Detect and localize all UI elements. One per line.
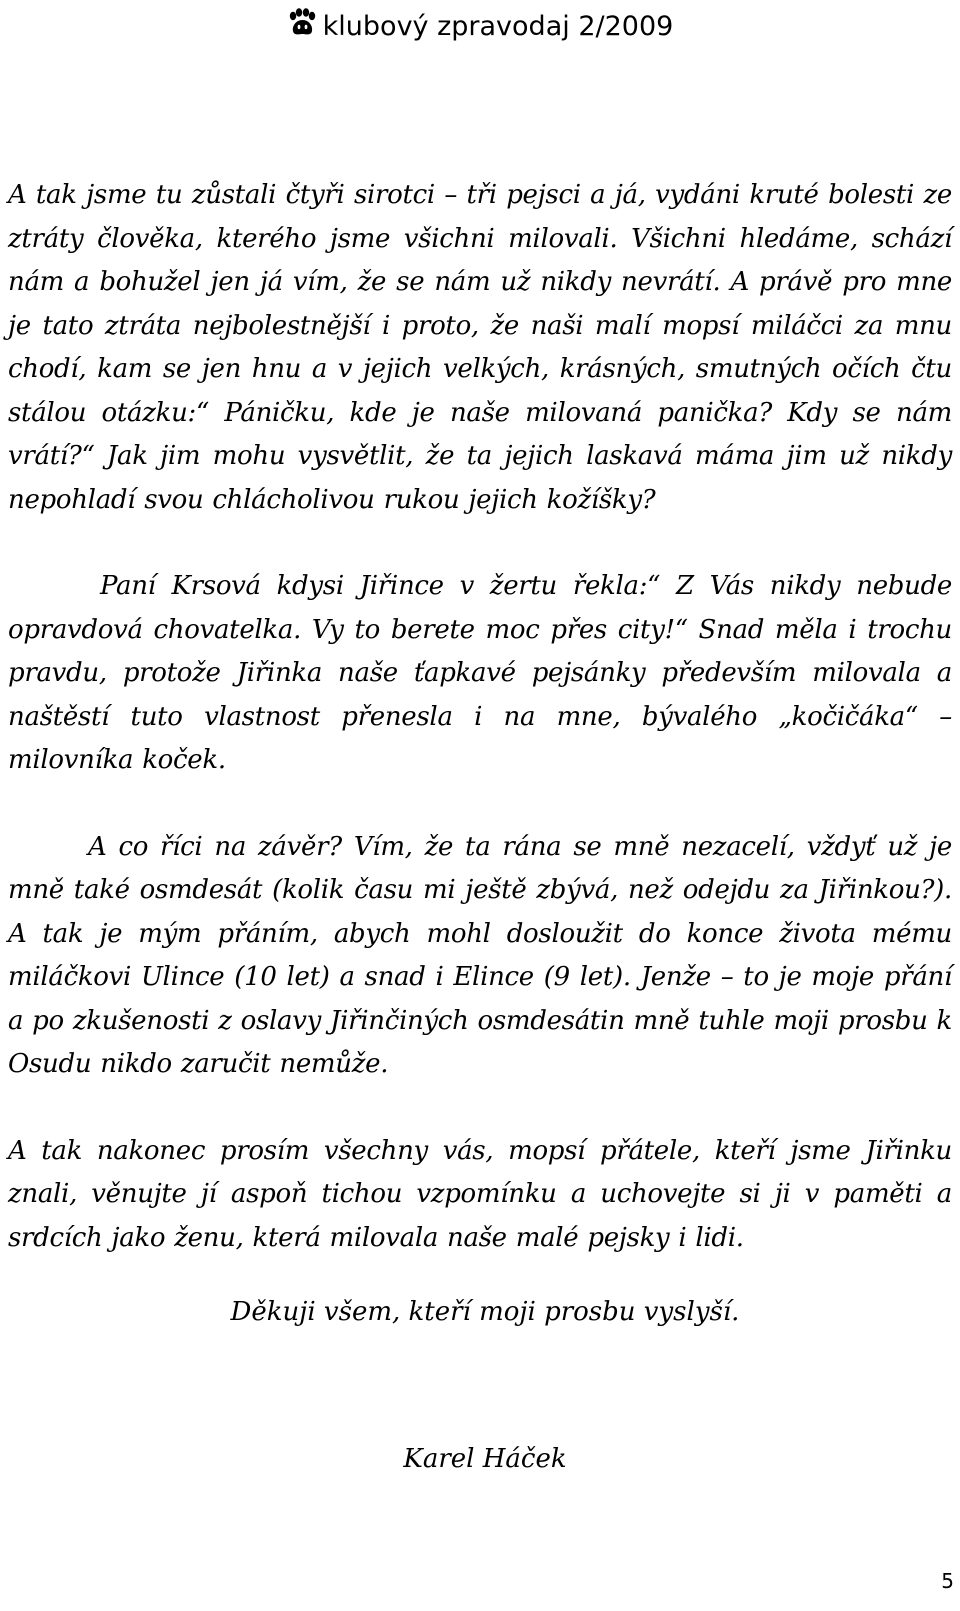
article-body xyxy=(8,174,952,1260)
paragraph-2: Paní Krsová kdysi Jiřince v žertu řekla:“ Z Vás nikdy nebude opravdová chovatelka. Vy to berete moc přes city!“ Snad měla i trochu pravdu, protože Jiřinka naše ťapkavé pejsánky především milovala a naštěstí tuto vlastnost přenesla i na mne, bývalého „kočičáka“ – milovníka koček. xyxy=(8,571,952,775)
page-number: 5 xyxy=(941,1569,954,1593)
thanks-line: Děkuji všem, kteří moji prosbu vyslyší. xyxy=(230,1297,740,1327)
paragraph-4: A tak nakonec prosím všechny vás, mopsí přátele, kteří jsme Jiřinku znali, věnujte jí aspoň tichou vzpomínku a uchovejte si ji v paměti a srdcích jako ženu, která milovala naše malé pejsky i lidi. xyxy=(8,1135,952,1253)
header-title: klubový zpravodaj 2/2009 xyxy=(322,11,674,42)
paragraph-1: A tak jsme tu zůstali čtyři sirotci – tři pejsci a já, vydáni kruté bolesti ze ztráty člověka, kterého jsme všichni milovali. Všichni hledáme, schází nám a bohužel jen já vím, že se nám už nikdy nevrátí. A právě pro mne je tato ztráta nejbolestnější i proto, že naši malí mopsí miláčci za mnu chodí, kam se jen hnu a v jejich velkých, krásných, smutných očích čtu stálou otázku:“ Páničku, kde je naše milovaná panička? Kdy se nám vrátí?“ Jak jim mohu vysvětlit, že ta jejich laskavá máma jim už nikdy nepohladí svou chlácholivou rukou jejich kožíšky? xyxy=(8,180,952,515)
paragraph-3: A co říci na závěr? Vím, že ta rána se mně nezacelí, vždyť už je mně také osmdesát (kolik času mi ještě zbývá, než odejdu za Jiřinkou?). A tak je mým přáním, abych mohl dosloužit do konce života mému miláčkovi Ulince (10 let) a snad i Elince (9 let). Jenže – to je moje přání a po zkušenosti z oslavy Jiřinčiných osmdesátin mně tuhle moji prosbu k Osudu nikdo zaručit nemůže. xyxy=(8,831,952,1079)
paw-print-icon xyxy=(287,8,317,47)
author-signature: Karel Háček xyxy=(403,1444,567,1474)
page-header xyxy=(0,8,960,47)
